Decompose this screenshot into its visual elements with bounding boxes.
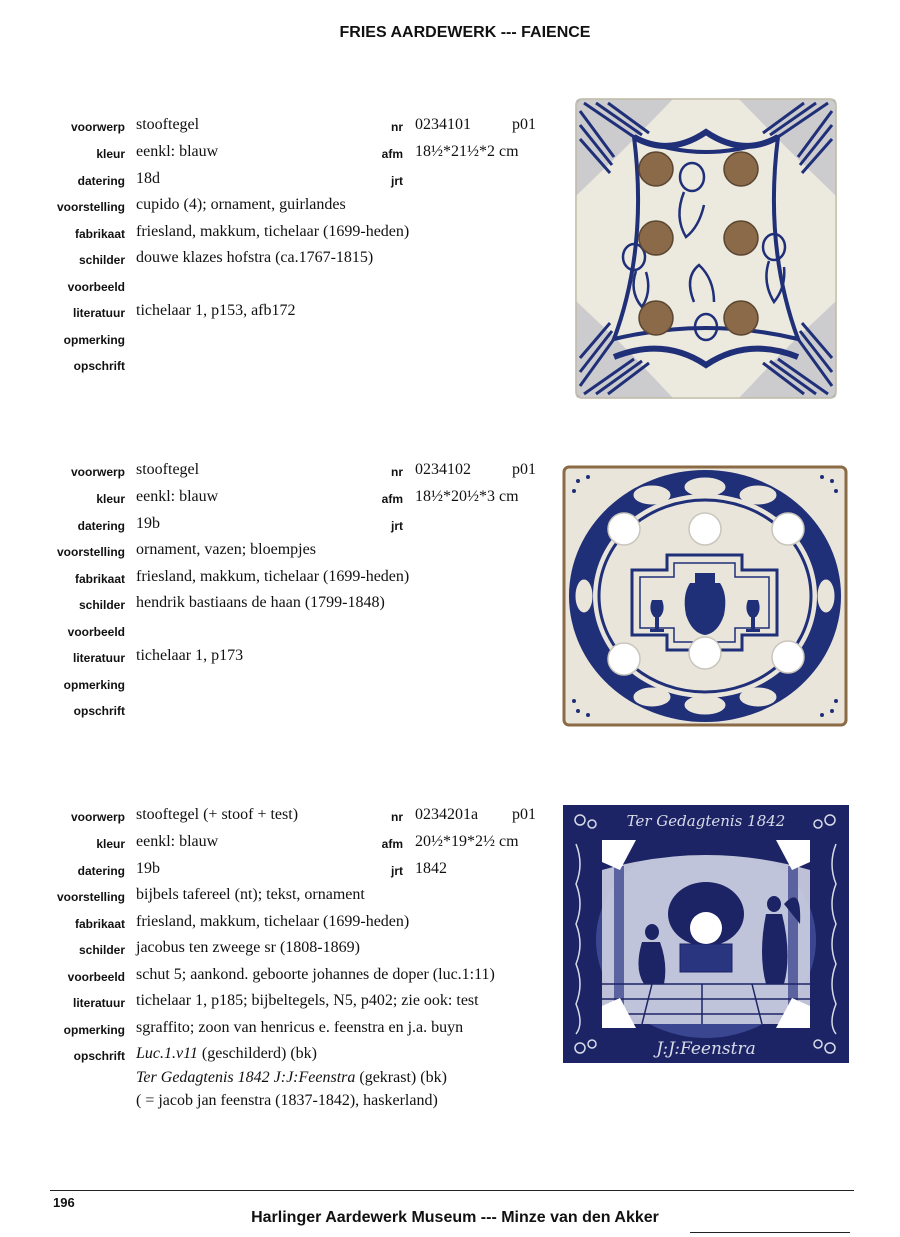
label-kleur: kleur (96, 147, 125, 161)
tile-photo-vases (562, 465, 848, 727)
label-kleur: kleur (96, 837, 125, 851)
value-voorbeeld: schut 5; aankond. geboorte johannes de doper (luc.1:11) (136, 966, 495, 983)
label-voorstelling: voorstelling (56, 890, 125, 904)
value-opschrift-line-1: Luc.1.v11 (geschilderd) (bk) (136, 1045, 317, 1062)
label-schilder: schilder (78, 253, 125, 267)
label-schilder: schilder (78, 598, 125, 612)
label-datering: datering (77, 864, 125, 878)
label-jrt: jrt (391, 174, 403, 188)
value-afm: 18½*21½*2 cm (415, 143, 519, 160)
label-fabrikaat: fabrikaat (74, 227, 125, 241)
value-fabrikaat: friesland, makkum, tichelaar (1699-heden) (136, 913, 410, 930)
footer-rule (50, 1190, 854, 1191)
tile-inscription-bottom: J:J:Feenstra (656, 1039, 756, 1059)
tile-inscription-top: Ter Gedagtenis 1842 (626, 812, 786, 830)
label-nr: nr (391, 120, 403, 134)
label-opschrift: opschrift (73, 1049, 125, 1063)
value-afm: 20½*19*2½ cm (415, 833, 519, 850)
value-datering: 19b (136, 515, 160, 532)
page-header: FRIES AARDEWERK --- FAIENCE (339, 24, 591, 41)
tile-photo-cupids (574, 97, 838, 400)
page-footer: Harlinger Aardewerk Museum --- Minze van den Akker (251, 1209, 659, 1226)
label-opschrift: opschrift (73, 704, 125, 718)
label-datering: datering (77, 174, 125, 188)
value-page: p01 (512, 461, 536, 478)
value-schilder: jacobus ten zweege sr (1808-1869) (136, 939, 360, 956)
label-nr: nr (391, 810, 403, 824)
label-fabrikaat: fabrikaat (74, 572, 125, 586)
value-kleur: eenkl: blauw (136, 143, 219, 160)
page-number: 196 (53, 1195, 75, 1210)
label-opmerking: opmerking (63, 678, 125, 692)
label-schilder: schilder (78, 943, 125, 957)
value-afm: 18½*20½*3 cm (415, 488, 519, 505)
label-voorbeeld: voorbeeld (67, 280, 125, 294)
label-datering: datering (77, 519, 125, 533)
value-jrt: 1842 (415, 860, 447, 877)
value-fabrikaat: friesland, makkum, tichelaar (1699-heden) (136, 223, 410, 240)
label-voorbeeld: voorbeeld (67, 625, 125, 639)
label-opmerking: opmerking (63, 333, 125, 347)
value-kleur: eenkl: blauw (136, 833, 219, 850)
value-page: p01 (512, 116, 536, 133)
value-schilder: hendrik bastiaans de haan (1799-1848) (136, 594, 385, 611)
value-voorstelling: bijbels tafereel (nt); tekst, ornament (136, 886, 365, 903)
label-afm: afm (381, 492, 403, 506)
tile-photo-annunciation (562, 804, 850, 1064)
label-voorwerp: voorwerp (70, 465, 125, 479)
label-afm: afm (381, 147, 403, 161)
footer-rule-bottom (690, 1232, 850, 1233)
label-voorwerp: voorwerp (70, 120, 125, 134)
value-datering: 19b (136, 860, 160, 877)
value-opmerking: sgraffito; zoon van henricus e. feenstra en j.a. buyn (136, 1019, 464, 1036)
label-voorbeeld: voorbeeld (67, 970, 125, 984)
label-nr: nr (391, 465, 403, 479)
label-opmerking: opmerking (63, 1023, 125, 1037)
value-literatuur: tichelaar 1, p185; bijbeltegels, N5, p402; zie ook: test (136, 992, 479, 1009)
value-voorstelling: ornament, vazen; bloempjes (136, 541, 316, 558)
label-literatuur: literatuur (72, 306, 125, 320)
value-voorwerp: stooftegel (+ stoof + test) (136, 806, 299, 823)
label-voorstelling: voorstelling (56, 545, 125, 559)
label-voorstelling: voorstelling (56, 200, 125, 214)
label-jrt: jrt (391, 864, 403, 878)
value-datering: 18d (136, 170, 160, 187)
value-voorwerp: stooftegel (136, 116, 200, 133)
value-opschrift-line-3: ( = jacob jan feenstra (1837-1842), haskerland) (136, 1092, 438, 1109)
value-opschrift-line-2: Ter Gedagtenis 1842 J:J:Feenstra (gekrast) (bk) (136, 1069, 447, 1086)
value-schilder: douwe klazes hofstra (ca.1767-1815) (136, 249, 374, 266)
value-nr: 0234102 (415, 461, 471, 478)
label-opschrift: opschrift (73, 359, 125, 373)
value-kleur: eenkl: blauw (136, 488, 219, 505)
value-literatuur: tichelaar 1, p153, afb172 (136, 302, 296, 319)
value-fabrikaat: friesland, makkum, tichelaar (1699-heden) (136, 568, 410, 585)
label-voorwerp: voorwerp (70, 810, 125, 824)
value-voorwerp: stooftegel (136, 461, 200, 478)
value-literatuur: tichelaar 1, p173 (136, 647, 244, 664)
label-fabrikaat: fabrikaat (74, 917, 125, 931)
label-literatuur: literatuur (72, 651, 125, 665)
label-literatuur: literatuur (72, 996, 125, 1010)
value-nr: 0234201a (415, 806, 479, 823)
value-voorstelling: cupido (4); ornament, guirlandes (136, 196, 346, 213)
value-page: p01 (512, 806, 536, 823)
value-nr: 0234101 (415, 116, 471, 133)
label-jrt: jrt (391, 519, 403, 533)
label-afm: afm (381, 837, 403, 851)
label-kleur: kleur (96, 492, 125, 506)
